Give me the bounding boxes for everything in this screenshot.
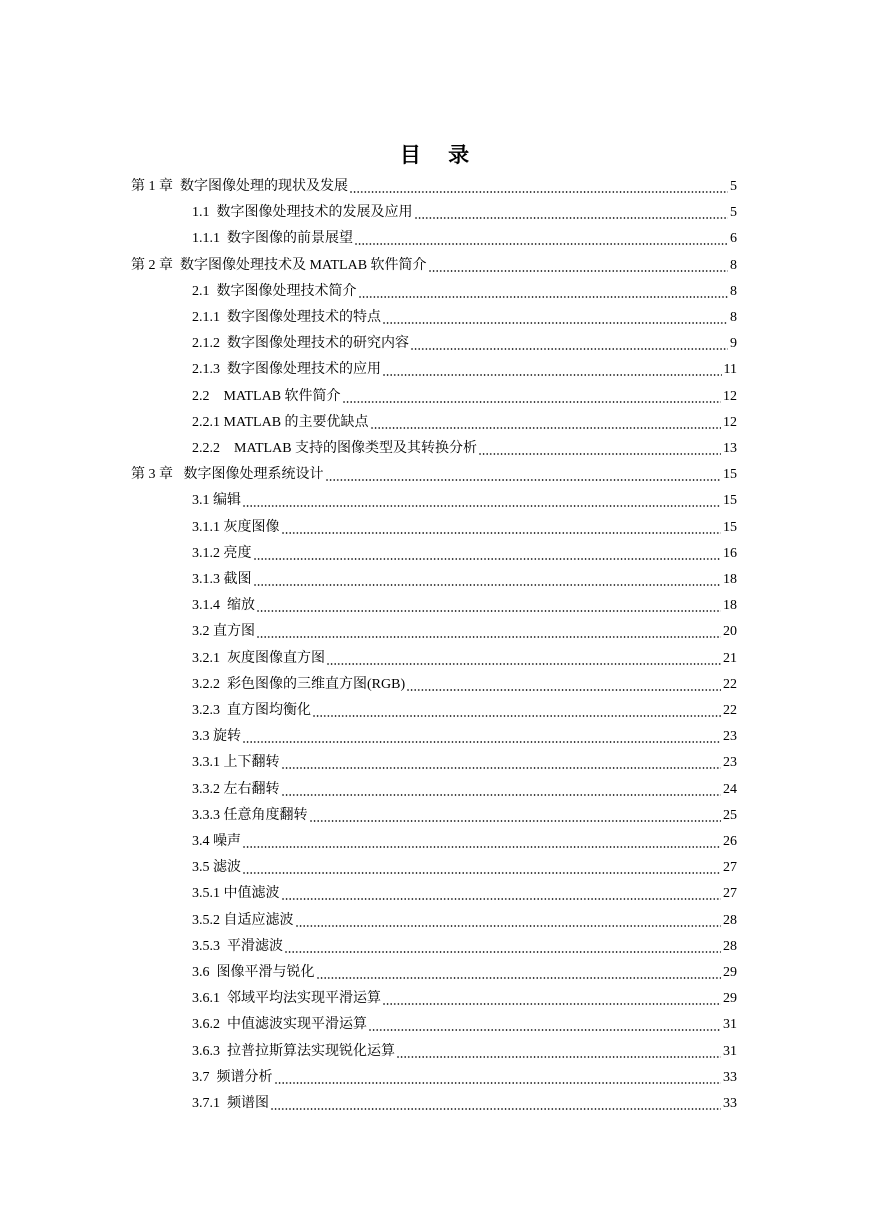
toc-entry-label: 3.1 编辑: [192, 493, 241, 509]
toc-dot-leader: [327, 650, 721, 667]
toc-page-number: 20: [723, 624, 737, 640]
page-title: 目 录: [399, 143, 480, 167]
toc-page-number: 5: [730, 179, 737, 194]
toc-chapter-entry[interactable]: [131, 248, 737, 274]
toc-page-number: 22: [723, 703, 737, 718]
toc-section-entry[interactable]: [192, 405, 737, 431]
toc-section-entry[interactable]: [192, 929, 737, 955]
toc-page-number: 26: [723, 834, 737, 849]
toc-entry-label: 1.1.1 数字图像的前景展望: [192, 231, 353, 247]
toc-page-number: 22: [723, 676, 737, 692]
toc-dot-leader: [282, 519, 722, 536]
toc-section-entry[interactable]: [192, 641, 737, 667]
toc-dot-leader: [383, 309, 728, 326]
toc-section-entry[interactable]: [192, 745, 737, 771]
toc-page-number: 28: [723, 938, 737, 954]
toc-entry-label: 3.5.3 平滑滤波: [192, 938, 283, 954]
toc-entry-label: 2.2.1 MATLAB 的主要优缺点: [192, 414, 369, 430]
toc-section-entry[interactable]: [192, 562, 737, 588]
toc-section-entry[interactable]: [192, 300, 737, 326]
toc-section-entry[interactable]: [192, 693, 737, 719]
toc-chapter-entry[interactable]: [131, 169, 737, 195]
toc-entry-label: 第 3 章 数字图像处理系统设计: [131, 467, 324, 483]
toc-dot-leader: [429, 257, 728, 274]
toc-entry-label: 3.2.2 彩色图像的三维直方图(RGB): [192, 676, 406, 692]
toc-page-number: 15: [723, 519, 737, 535]
toc-entry-label: 2.1.1 数字图像处理技术的特点: [192, 310, 381, 325]
toc-entry-label: 3.6.1 邻域平均法实现平滑运算: [192, 991, 381, 1007]
toc-dot-leader: [310, 807, 722, 824]
toc-section-entry[interactable]: [192, 614, 737, 640]
toc-entry-label: 2.2.2 MATLAB 支持的图像类型及其转换分析: [192, 441, 478, 456]
toc-page-number: 23: [723, 729, 737, 745]
toc-page-number: 23: [723, 755, 737, 771]
toc-page-number: 12: [723, 414, 737, 430]
toc-dot-leader: [415, 204, 729, 221]
toc-page-number: 15: [723, 467, 737, 483]
toc-section-entry[interactable]: [192, 195, 737, 221]
toc-dot-leader: [243, 492, 721, 509]
toc-entry-label: 3.6 图像平滑与锐化: [192, 965, 315, 980]
toc-page-number: 8: [730, 257, 737, 273]
toc-entry-label: 第 2 章 数字图像处理技术及 MATLAB 软件简介: [131, 257, 427, 273]
toc-dot-leader: [343, 388, 721, 405]
toc-entry-label: 3.2.1 灰度图像直方图: [192, 650, 325, 666]
toc-page-number: 11: [723, 362, 737, 378]
toc-page-number: 15: [723, 493, 737, 509]
toc-page-number: 21: [723, 650, 737, 666]
toc-entry-label: 3.5.2 自适应滤波: [192, 912, 294, 928]
toc-section-entry[interactable]: [192, 981, 737, 1007]
toc-entry-label: 3.2 直方图: [192, 624, 255, 640]
toc-section-entry[interactable]: [192, 824, 737, 850]
toc-page-number: 9: [730, 336, 737, 352]
toc-section-entry[interactable]: [192, 352, 737, 378]
toc-section-entry[interactable]: [192, 1034, 737, 1060]
toc-entry-label: 3.2.3 直方图均衡化: [192, 703, 311, 718]
toc-dot-leader: [383, 990, 721, 1007]
toc-page-number: 31: [723, 1017, 737, 1033]
toc-entry-label: 3.3.1 上下翻转: [192, 755, 280, 771]
toc-dot-leader: [243, 728, 721, 745]
toc-page-number: 29: [723, 991, 737, 1007]
toc-entry-label: 3.5 滤波: [192, 860, 241, 876]
toc-dot-leader: [254, 571, 722, 588]
toc-entry-label: 3.3.3 任意角度翻转: [192, 807, 308, 823]
toc-page-number: 18: [723, 598, 737, 614]
toc-dot-leader: [257, 597, 721, 614]
toc-dot-leader: [397, 1043, 721, 1060]
toc-section-entry[interactable]: [192, 903, 737, 929]
toc-dot-leader: [243, 859, 721, 876]
toc-entry-label: 3.1.3 截图: [192, 572, 252, 587]
toc-section-entry[interactable]: [192, 1007, 737, 1033]
toc-dot-leader: [282, 885, 722, 902]
toc-section-entry[interactable]: [192, 719, 737, 745]
toc-page-number: 8: [730, 283, 737, 299]
toc-dot-leader: [355, 230, 728, 247]
toc-section-entry[interactable]: [192, 326, 737, 352]
toc-section-entry[interactable]: [192, 850, 737, 876]
toc-dot-leader: [383, 361, 722, 378]
toc-entry-label: 3.4 噪声: [192, 834, 241, 849]
toc-entry-label: 2.1.2 数字图像处理技术的研究内容: [192, 336, 409, 352]
toc-entry-label: 3.1.4 缩放: [192, 598, 255, 614]
toc-dot-leader: [317, 964, 722, 981]
toc-dot-leader: [369, 1016, 721, 1033]
toc-page-number: 25: [723, 807, 737, 823]
toc-page-number: 27: [723, 860, 737, 876]
toc-page-number: 16: [723, 545, 737, 561]
toc-page-number: 31: [723, 1043, 737, 1059]
toc-page-number: 6: [730, 231, 737, 247]
toc-section-entry[interactable]: [192, 772, 737, 798]
toc-section-entry[interactable]: [192, 431, 737, 457]
toc-section-entry[interactable]: [192, 510, 737, 536]
toc-entry-label: 3.7 频谱分析: [192, 1069, 273, 1085]
toc-page-number: 13: [723, 441, 737, 456]
toc-entry-label: 1.1 数字图像处理技术的发展及应用: [192, 205, 413, 221]
toc-page-number: 27: [723, 886, 737, 902]
toc-dot-leader: [326, 466, 722, 483]
toc-dot-leader: [350, 178, 728, 195]
toc-section-entry[interactable]: [192, 876, 737, 902]
toc-entry-label: 3.7.1 频谱图: [192, 1096, 269, 1111]
toc-section-entry[interactable]: [192, 221, 737, 247]
toc-section-entry[interactable]: [192, 588, 737, 614]
toc-page-number: 8: [730, 310, 737, 325]
toc-dot-leader: [407, 676, 721, 693]
toc-dot-leader: [359, 283, 729, 300]
toc-page-number: 5: [730, 205, 737, 221]
toc-page-number: 33: [723, 1096, 737, 1111]
toc-section-entry[interactable]: [192, 1060, 737, 1086]
toc-section-entry[interactable]: [192, 955, 737, 981]
toc-page-number: 33: [723, 1069, 737, 1085]
toc-page-number: 12: [723, 388, 737, 404]
toc-entry-label: 2.1 数字图像处理技术简介: [192, 283, 357, 299]
toc-section-entry[interactable]: [192, 798, 737, 824]
toc-dot-leader: [271, 1095, 721, 1112]
toc-dot-leader: [411, 335, 728, 352]
toc-chapter-entry[interactable]: [131, 457, 737, 483]
toc-entry-label: 3.1.2 亮度: [192, 545, 252, 561]
toc-entry-label: 3.6.3 拉普拉斯算法实现锐化运算: [192, 1043, 395, 1059]
toc-dot-leader: [254, 545, 722, 562]
toc-dot-leader: [479, 440, 721, 457]
toc-section-entry[interactable]: [192, 667, 737, 693]
toc-dot-leader: [282, 781, 722, 798]
toc-dot-leader: [371, 414, 721, 431]
toc-section-entry[interactable]: [192, 379, 737, 405]
toc-dot-leader: [285, 938, 721, 955]
toc-page-number: 18: [723, 572, 737, 587]
toc-entry-label: 第 1 章 数字图像处理的现状及发展: [131, 179, 348, 194]
toc-section-entry[interactable]: [192, 536, 737, 562]
toc-section-entry[interactable]: [192, 483, 737, 509]
toc-entry-label: 3.1.1 灰度图像: [192, 519, 280, 535]
toc-dot-leader: [296, 912, 722, 929]
toc-entry-label: 3.3 旋转: [192, 729, 241, 745]
toc-entry-label: 3.3.2 左右翻转: [192, 781, 280, 797]
toc-entry-label: 2.1.3 数字图像处理技术的应用: [192, 362, 381, 378]
toc-section-entry[interactable]: [192, 274, 737, 300]
toc-page-number: 28: [723, 912, 737, 928]
toc-entry-label: 2.2 MATLAB 软件简介: [192, 388, 341, 404]
toc-page-number: 29: [723, 965, 737, 980]
toc-dot-leader: [257, 623, 721, 640]
toc-page-number: 24: [723, 781, 737, 797]
toc-entry-label: 3.5.1 中值滤波: [192, 886, 280, 902]
toc-dot-leader: [243, 833, 721, 850]
toc-dot-leader: [275, 1069, 722, 1086]
toc-dot-leader: [313, 702, 721, 719]
toc-section-entry[interactable]: [192, 1086, 737, 1112]
toc-dot-leader: [282, 754, 722, 771]
toc-entry-label: 3.6.2 中值滤波实现平滑运算: [192, 1017, 367, 1033]
